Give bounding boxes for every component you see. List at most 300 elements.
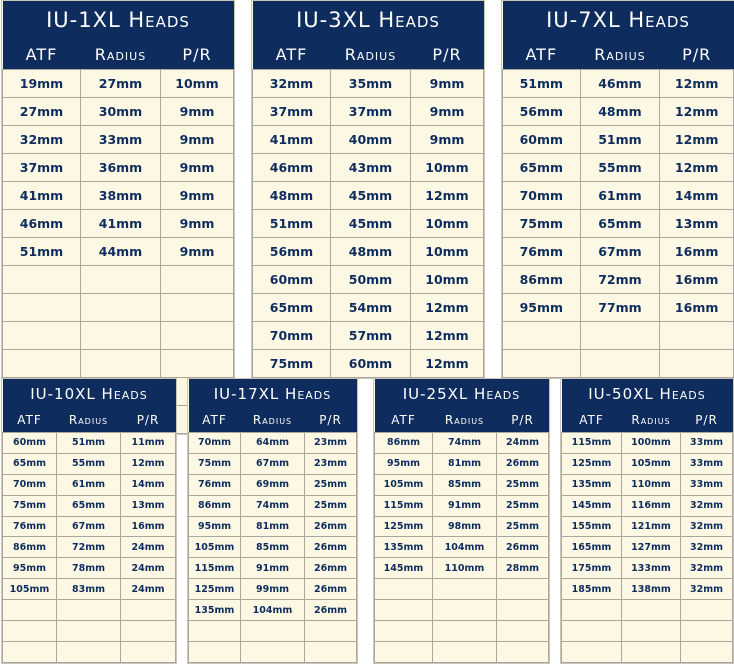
- table-row: [253, 70, 484, 98]
- empty-row: [375, 621, 549, 642]
- table-row: [3, 126, 234, 154]
- table-cell: 23mm: [305, 433, 357, 454]
- table-cell: 16mm: [660, 238, 734, 266]
- table-cell: 32mm: [681, 495, 733, 516]
- table-cell: 9mm: [161, 182, 234, 210]
- table-iu-17xl-heads: [188, 379, 357, 663]
- table-cell: 45mm: [331, 210, 411, 238]
- table-iu-10xl-heads: [2, 379, 176, 663]
- table-row: [562, 579, 733, 600]
- table-row: [562, 516, 733, 537]
- table-cell: 105mm: [3, 579, 57, 600]
- table-row: [3, 495, 176, 516]
- column-header-pr: P/R: [497, 408, 549, 433]
- table-row: [189, 558, 357, 579]
- table-cell: 67mm: [241, 453, 305, 474]
- table-cell: 91mm: [433, 495, 497, 516]
- table-cell: 145mm: [562, 495, 622, 516]
- table-cell: 32mm: [681, 537, 733, 558]
- table-cell: [497, 579, 549, 600]
- empty-row: [503, 350, 734, 378]
- table-cell: [3, 350, 81, 378]
- table-cell: 44mm: [81, 238, 161, 266]
- empty-row: [3, 266, 234, 294]
- table-cell: 45mm: [331, 182, 411, 210]
- table-cell: [660, 350, 734, 378]
- table-iu-50xl-heads: [561, 379, 733, 663]
- table-cell: [660, 322, 734, 350]
- table-title: IU-50XL Heads: [562, 379, 733, 408]
- table-cell: 12mm: [660, 154, 734, 182]
- table-cell: 61mm: [580, 182, 660, 210]
- table-cell: 104mm: [433, 537, 497, 558]
- table-cell: [161, 322, 234, 350]
- table-cell: 105mm: [189, 537, 241, 558]
- table-cell: 74mm: [241, 495, 305, 516]
- table-cell: 99mm: [241, 579, 305, 600]
- table-cell: 60mm: [3, 433, 57, 454]
- table-row: [3, 210, 234, 238]
- table-cell: [503, 350, 581, 378]
- table-cell: 32mm: [681, 516, 733, 537]
- table-cell: 60mm: [253, 266, 331, 294]
- table-cell: 67mm: [57, 516, 121, 537]
- table-cell: 105mm: [622, 453, 681, 474]
- column-header-atf: ATF: [253, 39, 331, 70]
- table-row: [3, 154, 234, 182]
- table-cell: 12mm: [411, 350, 484, 378]
- table-cell: 91mm: [241, 558, 305, 579]
- table-cell: 65mm: [580, 210, 660, 238]
- table-cell: 26mm: [305, 600, 357, 621]
- table-cell: 83mm: [57, 579, 121, 600]
- table-cell: 33mm: [681, 433, 733, 454]
- table-cell: 105mm: [375, 474, 433, 495]
- empty-row: [189, 621, 357, 642]
- table-row: [503, 266, 734, 294]
- table-cell: 133mm: [622, 558, 681, 579]
- table-cell: 24mm: [497, 433, 549, 454]
- table-cell: 72mm: [57, 537, 121, 558]
- table-row: [253, 182, 484, 210]
- table-row: [3, 433, 176, 454]
- table-cell: 165mm: [562, 537, 622, 558]
- table-cell: 85mm: [433, 474, 497, 495]
- table-cell: 78mm: [57, 558, 121, 579]
- table-cell: 9mm: [161, 210, 234, 238]
- table-cell: 75mm: [189, 453, 241, 474]
- table-row: [3, 516, 176, 537]
- table-cell: 48mm: [580, 98, 660, 126]
- table-row: [562, 453, 733, 474]
- table-row: [375, 558, 549, 579]
- table-cell: 35mm: [331, 70, 411, 98]
- column-header-radius: Radius: [57, 408, 121, 433]
- column-header-radius: Radius: [622, 408, 681, 433]
- table-iu-1xl-heads: [2, 1, 234, 434]
- table-cell: 9mm: [411, 70, 484, 98]
- table-iu-25xl-heads: [374, 379, 549, 663]
- table-cell: 60mm: [503, 126, 581, 154]
- table-row: [503, 70, 734, 98]
- table-row: [503, 98, 734, 126]
- table-cell: 32mm: [3, 126, 81, 154]
- table-cell: 36mm: [81, 154, 161, 182]
- table-cell: 9mm: [411, 98, 484, 126]
- table-cell: 27mm: [3, 98, 81, 126]
- table-cell: 51mm: [57, 433, 121, 454]
- table-row: [375, 433, 549, 454]
- table-cell: 41mm: [81, 210, 161, 238]
- table-cell: 81mm: [433, 453, 497, 474]
- table-row: [562, 495, 733, 516]
- table-cell: [433, 579, 497, 600]
- table-title: IU-1XL Heads: [3, 1, 234, 39]
- table-cell: 41mm: [3, 182, 81, 210]
- table-cell: 33mm: [681, 474, 733, 495]
- table-cell: [433, 621, 497, 642]
- table-cell: 175mm: [562, 558, 622, 579]
- table-row: [253, 98, 484, 126]
- table-cell: 10mm: [411, 154, 484, 182]
- table-cell: [81, 350, 161, 378]
- table-cell: 25mm: [497, 495, 549, 516]
- table-cell: 95mm: [503, 294, 581, 322]
- table-cell: 86mm: [3, 537, 57, 558]
- table-row: [253, 294, 484, 322]
- table-cell: 46mm: [3, 210, 81, 238]
- table-cell: [189, 621, 241, 642]
- table-cell: 32mm: [681, 558, 733, 579]
- table-cell: 138mm: [622, 579, 681, 600]
- table-cell: 33mm: [681, 453, 733, 474]
- table-cell: [57, 641, 121, 662]
- empty-row: [3, 350, 234, 378]
- table-cell: [241, 641, 305, 662]
- empty-row: [562, 600, 733, 621]
- table-row: [562, 433, 733, 454]
- table-cell: [375, 600, 433, 621]
- table-cell: 48mm: [253, 182, 331, 210]
- table-cell: 24mm: [121, 579, 176, 600]
- table-cell: [57, 600, 121, 621]
- table-cell: 185mm: [562, 579, 622, 600]
- table-cell: [3, 621, 57, 642]
- table-cell: 10mm: [411, 210, 484, 238]
- table-row: [503, 182, 734, 210]
- table-cell: [497, 641, 549, 662]
- empty-row: [3, 600, 176, 621]
- table-cell: 10mm: [411, 266, 484, 294]
- table-cell: 51mm: [580, 126, 660, 154]
- table-row: [253, 322, 484, 350]
- table-cell: 60mm: [331, 350, 411, 378]
- table-cell: [81, 294, 161, 322]
- table-cell: 81mm: [241, 516, 305, 537]
- table-cell: [305, 621, 357, 642]
- table-cell: 135mm: [375, 537, 433, 558]
- empty-row: [3, 641, 176, 662]
- table-cell: 125mm: [562, 453, 622, 474]
- table-cell: 125mm: [189, 579, 241, 600]
- table-cell: [375, 641, 433, 662]
- table-cell: 145mm: [375, 558, 433, 579]
- table-cell: 43mm: [331, 154, 411, 182]
- table-cell: 14mm: [660, 182, 734, 210]
- table-row: [189, 433, 357, 454]
- table-cell: 9mm: [161, 238, 234, 266]
- table-row: [189, 579, 357, 600]
- table-iu-3xl-heads: [252, 1, 484, 378]
- table-row: [503, 210, 734, 238]
- column-header-atf: ATF: [3, 408, 57, 433]
- table-cell: 125mm: [375, 516, 433, 537]
- table-cell: 12mm: [660, 70, 734, 98]
- table-cell: [81, 266, 161, 294]
- table-iu-7xl-heads: [502, 1, 734, 378]
- column-header-atf: ATF: [562, 408, 622, 433]
- table-cell: 23mm: [305, 453, 357, 474]
- table-row: [253, 266, 484, 294]
- table-cell: 95mm: [189, 516, 241, 537]
- table-cell: 70mm: [189, 433, 241, 454]
- table-cell: [3, 641, 57, 662]
- table-row: [253, 210, 484, 238]
- table-row: [253, 154, 484, 182]
- table-cell: 12mm: [411, 182, 484, 210]
- table-cell: 26mm: [305, 516, 357, 537]
- table-cell: 86mm: [503, 266, 581, 294]
- table-cell: [622, 600, 681, 621]
- table-cell: 51mm: [3, 238, 81, 266]
- table-row: [3, 579, 176, 600]
- table-cell: [305, 641, 357, 662]
- empty-row: [3, 322, 234, 350]
- column-header-pr: P/R: [161, 39, 234, 70]
- table-cell: 9mm: [161, 154, 234, 182]
- table-cell: 48mm: [331, 238, 411, 266]
- table-title: IU-7XL Heads: [503, 1, 734, 39]
- column-header-pr: P/R: [305, 408, 357, 433]
- table-cell: 14mm: [121, 474, 176, 495]
- table-cell: 65mm: [3, 453, 57, 474]
- table-cell: [121, 600, 176, 621]
- table-cell: [562, 641, 622, 662]
- table-cell: [189, 641, 241, 662]
- table-cell: [3, 600, 57, 621]
- table-cell: [681, 641, 733, 662]
- table-cell: 115mm: [375, 495, 433, 516]
- table-cell: 28mm: [497, 558, 549, 579]
- column-header-radius: Radius: [81, 39, 161, 70]
- table-row: [189, 453, 357, 474]
- table-cell: [161, 350, 234, 378]
- empty-row: [375, 600, 549, 621]
- table-cell: 54mm: [331, 294, 411, 322]
- table-cell: 75mm: [3, 495, 57, 516]
- table-cell: 64mm: [241, 433, 305, 454]
- table-row: [189, 516, 357, 537]
- empty-row: [503, 322, 734, 350]
- table-cell: 65mm: [253, 294, 331, 322]
- empty-row: [3, 294, 234, 322]
- table-cell: 26mm: [305, 579, 357, 600]
- table-row: [562, 558, 733, 579]
- table-cell: [580, 350, 660, 378]
- table-cell: 9mm: [161, 98, 234, 126]
- table-cell: 46mm: [580, 70, 660, 98]
- table-cell: 12mm: [411, 294, 484, 322]
- table-row: [3, 453, 176, 474]
- table-cell: 70mm: [253, 322, 331, 350]
- column-header-atf: ATF: [189, 408, 241, 433]
- table-cell: 110mm: [622, 474, 681, 495]
- table-cell: [681, 621, 733, 642]
- table-cell: 65mm: [57, 495, 121, 516]
- empty-row: [375, 579, 549, 600]
- table-cell: [3, 322, 81, 350]
- column-header-pr: P/R: [411, 39, 484, 70]
- table-cell: 57mm: [331, 322, 411, 350]
- table-cell: 95mm: [3, 558, 57, 579]
- table-cell: 65mm: [503, 154, 581, 182]
- table-cell: 26mm: [497, 537, 549, 558]
- table-title: IU-25XL Heads: [375, 379, 549, 408]
- table-cell: 85mm: [241, 537, 305, 558]
- table-cell: 24mm: [121, 537, 176, 558]
- table-row: [3, 70, 234, 98]
- table-cell: 37mm: [331, 98, 411, 126]
- column-header-radius: Radius: [241, 408, 305, 433]
- table-cell: [562, 621, 622, 642]
- table-cell: 67mm: [580, 238, 660, 266]
- table-cell: 70mm: [3, 474, 57, 495]
- table-row: [3, 558, 176, 579]
- table-cell: [681, 600, 733, 621]
- table-cell: 95mm: [375, 453, 433, 474]
- table-cell: [57, 621, 121, 642]
- table-cell: 26mm: [497, 453, 549, 474]
- table-row: [189, 537, 357, 558]
- table-cell: 26mm: [305, 537, 357, 558]
- empty-row: [189, 641, 357, 662]
- column-header-atf: ATF: [503, 39, 581, 70]
- table-cell: [433, 641, 497, 662]
- table-cell: 40mm: [331, 126, 411, 154]
- table-row: [375, 516, 549, 537]
- table-cell: 25mm: [305, 495, 357, 516]
- table-cell: 38mm: [81, 182, 161, 210]
- table-cell: 100mm: [622, 433, 681, 454]
- table-cell: 104mm: [241, 600, 305, 621]
- table-cell: 27mm: [81, 70, 161, 98]
- table-cell: 26mm: [305, 558, 357, 579]
- empty-row: [562, 641, 733, 662]
- table-cell: 51mm: [253, 210, 331, 238]
- table-cell: 135mm: [189, 600, 241, 621]
- table-cell: 24mm: [121, 558, 176, 579]
- column-header-atf: ATF: [3, 39, 81, 70]
- table-cell: [622, 621, 681, 642]
- table-cell: 46mm: [253, 154, 331, 182]
- table-row: [253, 126, 484, 154]
- table-row: [3, 238, 234, 266]
- table-row: [375, 453, 549, 474]
- table-cell: 12mm: [660, 126, 734, 154]
- table-row: [3, 98, 234, 126]
- table-cell: 12mm: [121, 453, 176, 474]
- table-row: [3, 182, 234, 210]
- table-cell: 98mm: [433, 516, 497, 537]
- table-cell: 127mm: [622, 537, 681, 558]
- table-cell: [375, 579, 433, 600]
- table-row: [253, 238, 484, 266]
- table-cell: 16mm: [121, 516, 176, 537]
- table-cell: 115mm: [189, 558, 241, 579]
- table-cell: 77mm: [580, 294, 660, 322]
- table-cell: [497, 621, 549, 642]
- table-cell: 115mm: [562, 433, 622, 454]
- empty-row: [562, 621, 733, 642]
- table-cell: 12mm: [660, 98, 734, 126]
- table-cell: 13mm: [660, 210, 734, 238]
- table-cell: 55mm: [57, 453, 121, 474]
- table-title: IU-3XL Heads: [253, 1, 484, 39]
- table-cell: 41mm: [253, 126, 331, 154]
- table-cell: [121, 621, 176, 642]
- table-cell: 16mm: [660, 294, 734, 322]
- table-cell: 56mm: [253, 238, 331, 266]
- table-cell: 11mm: [121, 433, 176, 454]
- table-cell: 70mm: [503, 182, 581, 210]
- table-row: [562, 474, 733, 495]
- column-header-radius: Radius: [580, 39, 660, 70]
- table-cell: 37mm: [253, 98, 331, 126]
- table-cell: 61mm: [57, 474, 121, 495]
- table-cell: 76mm: [189, 474, 241, 495]
- table-row: [375, 495, 549, 516]
- table-cell: [375, 621, 433, 642]
- table-cell: [161, 294, 234, 322]
- table-cell: [161, 266, 234, 294]
- table-cell: 69mm: [241, 474, 305, 495]
- table-row: [562, 537, 733, 558]
- table-cell: [3, 294, 81, 322]
- table-cell: 30mm: [81, 98, 161, 126]
- table-title: IU-10XL Heads: [3, 379, 176, 408]
- table-cell: 74mm: [433, 433, 497, 454]
- table-row: [503, 154, 734, 182]
- table-cell: [622, 641, 681, 662]
- table-cell: 110mm: [433, 558, 497, 579]
- table-row: [375, 537, 549, 558]
- table-cell: 56mm: [503, 98, 581, 126]
- table-cell: [81, 322, 161, 350]
- table-cell: 76mm: [3, 516, 57, 537]
- table-row: [189, 495, 357, 516]
- table-cell: [241, 621, 305, 642]
- column-header-atf: ATF: [375, 408, 433, 433]
- table-cell: 86mm: [375, 433, 433, 454]
- table-cell: 51mm: [503, 70, 581, 98]
- table-cell: 9mm: [411, 126, 484, 154]
- column-header-radius: Radius: [433, 408, 497, 433]
- table-cell: [580, 322, 660, 350]
- table-row: [3, 537, 176, 558]
- column-header-radius: Radius: [331, 39, 411, 70]
- table-row: [503, 294, 734, 322]
- table-cell: 72mm: [580, 266, 660, 294]
